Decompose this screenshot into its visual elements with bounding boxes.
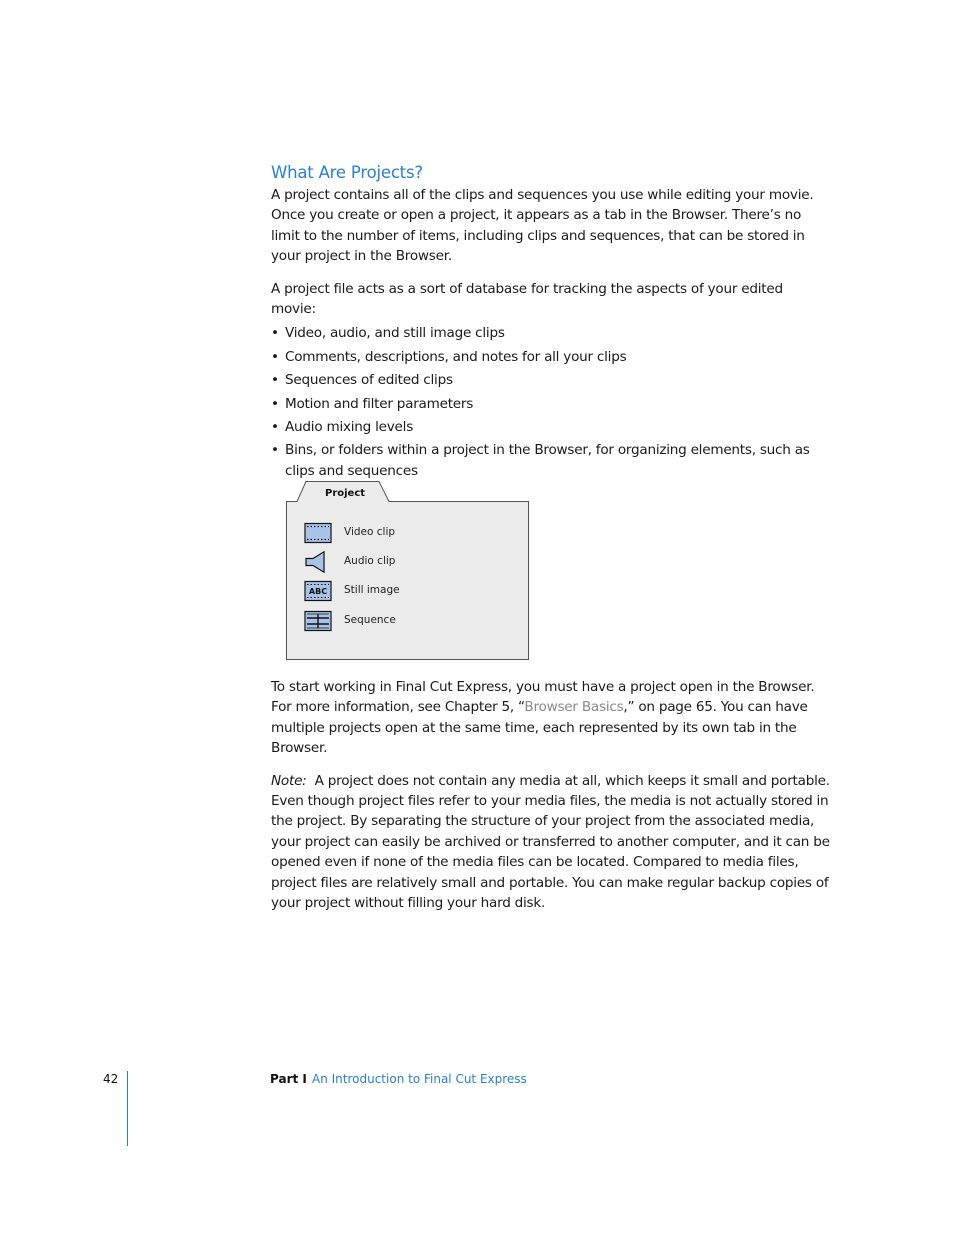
lower-content [271,677,831,925]
figure-item-label: Audio clip [344,555,396,567]
project-tab-label: Project [325,488,366,499]
audio-clip-icon [304,551,332,573]
page-number: 42 [103,1072,119,1086]
intro-paragraph: A project contains all of the clips and sequences you use while editing your movie. Once you create or open a project, it appears as a tab in the Browser. There’s no limit to the number of items, including clips and sequences, that can be stored in your project in the Browser. [271,187,814,265]
svg-text:ABC: ABC [308,587,328,596]
footer-part-label: Part I [270,1072,307,1086]
page-content [271,161,831,484]
footer-part-title[interactable]: An Introduction to Final Cut Express [312,1072,527,1086]
list-item: • Comments, descriptions, and notes for all your clips [271,348,627,365]
start-working-paragraph: To start working in Final Cut Express, you must have a project open in the Browser. For more information, see Chapter 5, “Browser Basics,” on page 65. You can have multiple projects open at the same time, each represented by its own tab in the Browser. [271,679,815,757]
project-tab-figure [286,480,529,660]
list-item: • Motion and filter parameters [271,395,474,412]
list-item: • Audio mixing levels [271,419,414,436]
sequence-icon [304,610,332,632]
figure-item-label: Video clip [344,526,396,538]
aspects-list [271,323,831,481]
figure-item-label: Still image [344,584,400,596]
figure-item-sequence [304,610,504,634]
figure-item-label: Sequence [344,614,396,626]
list-item: • Bins, or folders within a project in the Browser, for organizing elements, such as clips and sequences [271,442,810,479]
browser-basics-link[interactable]: Browser Basics [524,699,624,716]
figure-item-audio-clip [304,551,504,575]
video-clip-icon [304,522,332,544]
still-image-icon [304,580,332,602]
database-lead-paragraph: A project file acts as a sort of database for tracking the aspects of your edited movie: [271,280,783,318]
list-item: • Video, audio, and still image clips [271,325,505,342]
list-item: • Sequences of edited clips [271,372,453,389]
figure-item-video-clip [304,522,504,546]
figure-item-still-image [304,580,504,604]
footer-divider [127,1071,128,1146]
section-heading: What Are Projects? [271,163,423,182]
note-label: Note: [271,772,307,789]
note-paragraph: Note: A project does not contain any media at all, which keeps it small and portable. Even though project files refer to your media files, the media is not actually stored in the project. By separating the structure of your project from the associated media, your project can easily be archived or transferred to another computer, and it can be opened even if none of the media files can be located. Compared to media files, project files are relatively small and portable. You can make regular backup copies of your project without filling your hard disk. [271,772,830,912]
